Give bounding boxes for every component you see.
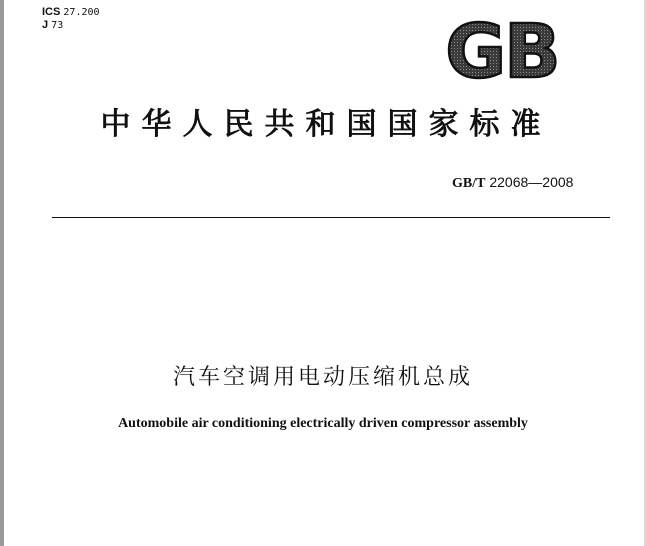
ccs-label: J	[42, 19, 49, 31]
gb-standard-logo	[432, 14, 572, 86]
national-standard-title: 中华人民共和国国家标准	[100, 107, 552, 142]
document-title-cn: 汽车空调用电动压缩机总成	[172, 365, 473, 390]
ics-value: 27.200	[63, 7, 100, 18]
standard-code: 22068—2008	[489, 174, 574, 190]
header-divider	[52, 217, 610, 218]
standard-number	[452, 174, 573, 192]
gb-logo-text: GB	[445, 14, 559, 86]
ccs-value: 73	[51, 20, 64, 31]
classification-codes	[42, 6, 100, 32]
ccs-code	[42, 19, 100, 32]
page-edge-left	[0, 0, 4, 546]
ics-label: ICS	[42, 6, 61, 18]
document-title-en: Automobile air conditioning electrically driven compressor assembly	[118, 416, 528, 431]
ics-code	[42, 6, 100, 19]
standard-prefix: GB/T	[452, 176, 486, 191]
